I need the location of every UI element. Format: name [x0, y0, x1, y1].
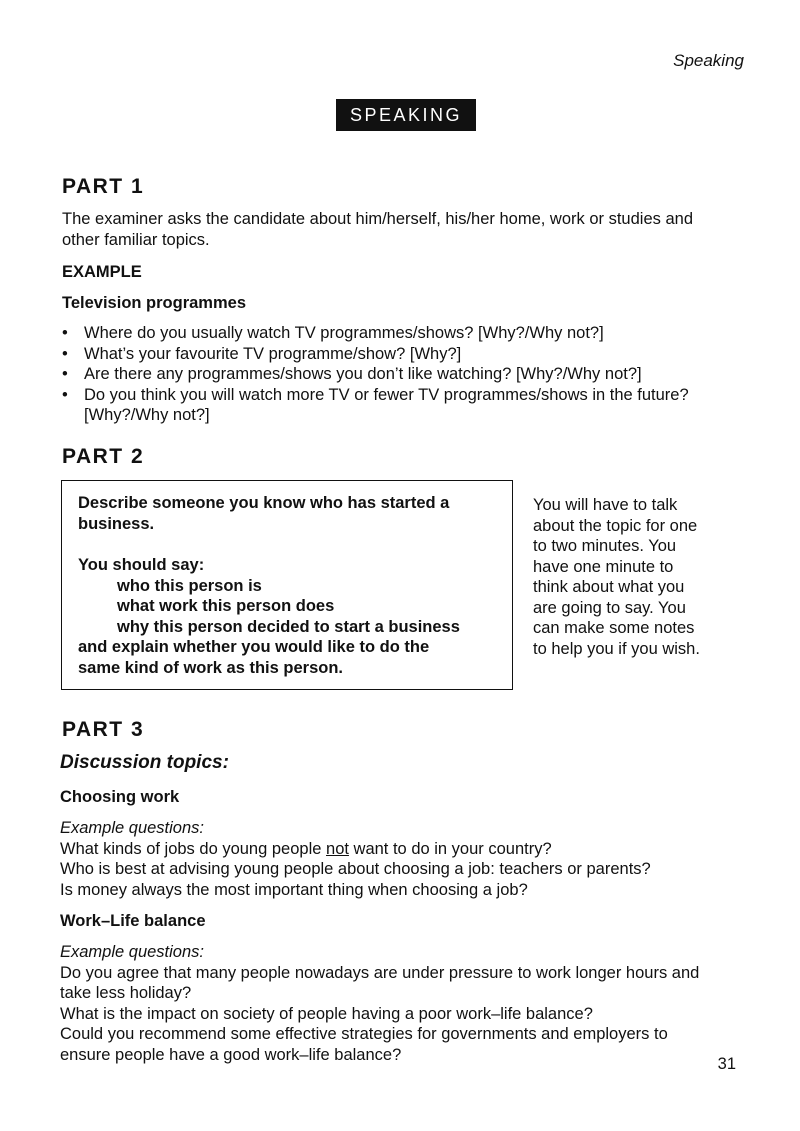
- cue-prompt: who this person is: [117, 576, 262, 595]
- part2-heading: PART 2: [62, 445, 145, 468]
- bullet: •: [62, 385, 68, 404]
- cue-card: [61, 480, 513, 690]
- question-line: ensure people have a good work–life balance?: [60, 1045, 402, 1064]
- instruction-line: You will have to talk: [533, 496, 678, 514]
- example-questions-label: Example questions:: [60, 943, 204, 961]
- question-text: What’s your favourite TV programme/show? [Why?]: [84, 344, 462, 363]
- example-questions-label: Example questions:: [60, 819, 204, 837]
- question-line: Could you recommend some effective strategies for governments and employers to: [60, 1025, 668, 1043]
- instruction-line: to two minutes. You: [533, 537, 677, 555]
- bullet: •: [62, 324, 68, 342]
- question-text: want to do in your country?: [348, 839, 552, 858]
- part2-instructions: [533, 495, 733, 659]
- instruction-line: think about what you: [533, 578, 685, 596]
- topic2-questions: [60, 942, 760, 1065]
- part1-heading: PART 1: [62, 175, 145, 198]
- cue-prompt: what work this person does: [117, 597, 335, 615]
- part1-example-label: EXAMPLE: [62, 263, 142, 281]
- instruction-line: to help you if you wish.: [533, 639, 700, 658]
- question-text-line1: Do you think you will watch more TV or fewer TV programmes/shows in the future?: [84, 385, 689, 404]
- part3-subheading: Discussion topics:: [60, 752, 229, 773]
- part1-intro-line1: The examiner asks the candidate about him/herself, his/her home, work or studies and: [62, 210, 693, 228]
- list-item: [62, 364, 742, 385]
- instruction-line: have one minute to: [533, 557, 674, 576]
- part1-intro: [62, 209, 693, 250]
- instruction-line: can make some notes: [533, 619, 695, 637]
- list-item: [62, 344, 742, 365]
- bullet: •: [62, 365, 68, 383]
- question-line: What is the impact on society of people having a poor work–life balance?: [60, 1004, 593, 1023]
- question-line: Who is best at advising young people about choosing a job: teachers or parents?: [60, 860, 651, 878]
- part1-topic: Television programmes: [62, 294, 247, 312]
- topic1-questions: [60, 818, 760, 900]
- question-text: What kinds of jobs do young people: [60, 839, 327, 858]
- cue-closing-line2: same kind of work as this person.: [78, 658, 343, 677]
- topic2-title: Work–Life balance: [60, 912, 206, 930]
- part3-heading: PART 3: [62, 718, 145, 741]
- topic1-title: Choosing work: [60, 788, 180, 806]
- cue-closing-line1: and explain whether you would like to do the: [78, 638, 430, 656]
- page-number: 31: [717, 1055, 736, 1073]
- question-text: Are there any programmes/shows you don’t like watching? [Why?/Why not?]: [84, 365, 642, 383]
- cue-card-line2: business.: [78, 514, 155, 533]
- bullet: •: [62, 344, 68, 363]
- part1-intro-line2: other familiar topics.: [62, 230, 210, 249]
- underlined-word: not: [326, 839, 349, 858]
- instruction-line: are going to say. You: [533, 598, 686, 617]
- list-item: [62, 385, 742, 426]
- cue-card-line1: Describe someone you know who has started a: [78, 494, 450, 512]
- section-banner: SPEAKING: [336, 99, 476, 131]
- instruction-line: about the topic for one: [533, 516, 698, 535]
- question-line: [60, 839, 760, 860]
- question-line: Is money always the most important thing when choosing a job?: [60, 880, 528, 899]
- question-line: Do you agree that many people nowadays are under pressure to work longer hours and: [60, 963, 700, 982]
- running-head: Speaking: [673, 51, 744, 70]
- part1-question-list: [62, 323, 742, 426]
- question-text-line2: [Why?/Why not?]: [84, 406, 210, 424]
- question-line: take less holiday?: [60, 984, 192, 1002]
- cue-prompt: why this person decided to start a business: [117, 617, 460, 636]
- list-item: [62, 323, 742, 344]
- you-should-say: You should say:: [78, 556, 205, 574]
- question-text: Where do you usually watch TV programmes/shows? [Why?/Why not?]: [84, 324, 604, 342]
